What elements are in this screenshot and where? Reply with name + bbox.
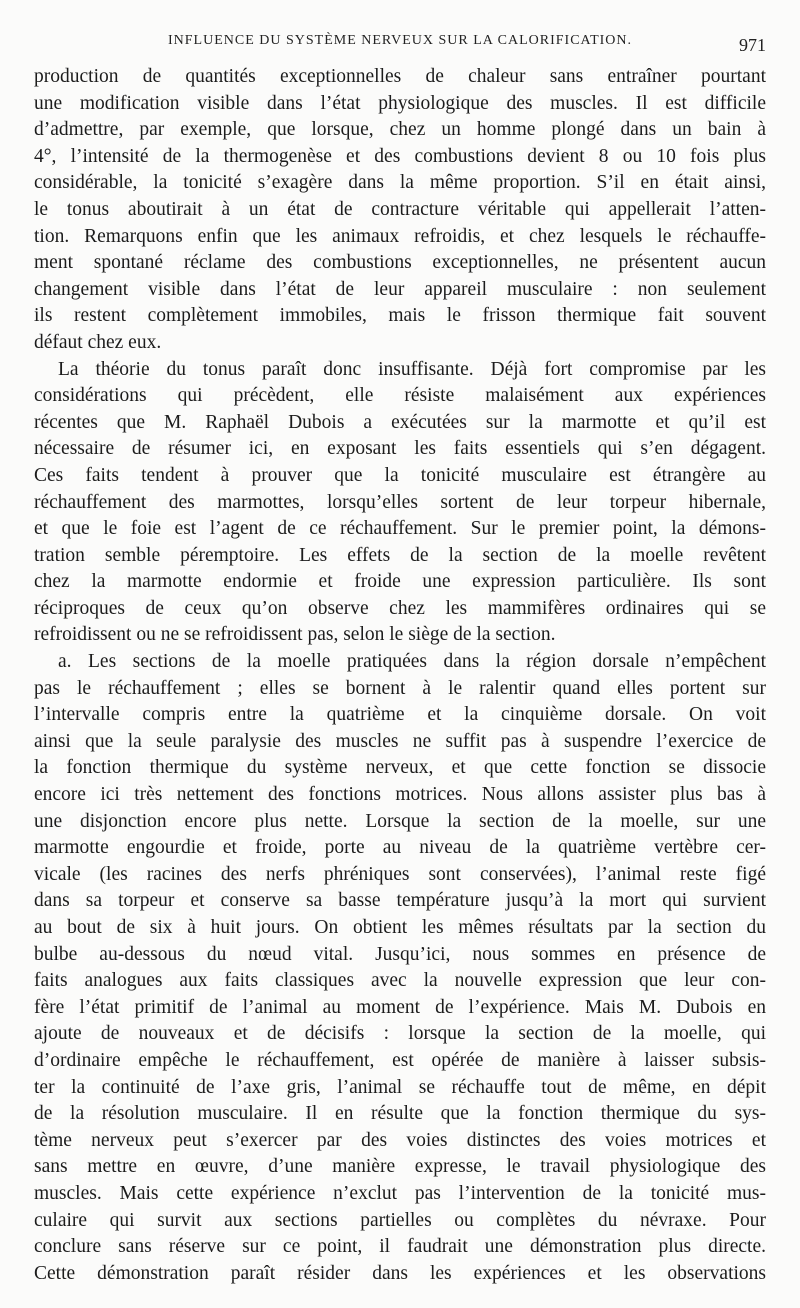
paragraph-1 <box>34 64 766 357</box>
text-line: la fonction thermique du système nerveux, et que cette fonction se dissocie <box>34 757 766 779</box>
text-line: dans sa torpeur et conserve sa basse température jusqu’à la mort qui survient <box>34 890 766 912</box>
text-line: vicale (les racines des nerfs phréniques sont conservées), l’animal reste figé <box>34 863 766 885</box>
paragraph-3 <box>34 649 766 1287</box>
text-line: fère l’état primitif de l’animal au moment de l’expérience. Mais M. Dubois en <box>34 996 766 1018</box>
text-line: encore ici très nettement des fonctions motrices. Nous allons assister plus bas à <box>34 784 766 806</box>
text-line: ment spontané réclame des combustions exceptionnelles, ne présentent aucun <box>34 252 766 274</box>
text-line: ter la continuité de l’axe gris, l’animal se réchauffe tout de même, en dépit <box>34 1076 766 1098</box>
text-line: Cette démonstration paraît résider dans les expériences et les observations <box>34 1262 766 1284</box>
text-line: nécessaire de résumer ici, en exposant les faits essentiels qui s’en dégagent. <box>34 438 766 460</box>
text-line: Ces faits tendent à prouver que la tonicité musculaire est étrangère au <box>34 464 766 486</box>
text-line: culaire qui survit aux sections partielles ou complètes du névraxe. Pour <box>34 1209 766 1231</box>
text-line: de la résolution musculaire. Il en résulte que la fonction thermique du sys- <box>34 1103 766 1125</box>
text-line: pas le réchauffement ; elles se bornent à le ralentir quand elles portent sur <box>34 677 766 699</box>
text-line: considérations qui précèdent, elle résiste malaisément aux expériences <box>34 385 766 407</box>
text-line: l’intervalle compris entre la quatrième et la cinquième dorsale. On voit <box>34 704 766 726</box>
text-line: muscles. Mais cette expérience n’exclut pas l’intervention de la tonicité mus- <box>34 1182 766 1204</box>
text-line: récentes que M. Raphaël Dubois a exécutées sur la marmotte et qu’il est <box>34 411 766 433</box>
text-line: ainsi que la seule paralysie des muscles ne suffit pas à suspendre l’exercice de <box>34 730 766 752</box>
text-line: tème nerveux peut s’exercer par des voies distinctes des voies motrices et <box>34 1129 766 1151</box>
text-line: réciproques de ceux qu’on observe chez les mammifères ordinaires qui se <box>34 597 766 619</box>
text-line: défaut chez eux. <box>34 331 162 353</box>
text-line: considérable, la tonicité s’exagère dans la même proportion. S’il en était ainsi, <box>34 172 766 194</box>
text-line: d’ordinaire empêche le réchauffement, est opérée de manière à laisser subsis- <box>34 1049 766 1071</box>
text-line: réchauffement des marmottes, lorsqu’elles sortent de leur torpeur hibernale, <box>34 491 766 513</box>
text-line: conclure sans réserve sur ce point, il faudrait une démonstration plus directe. <box>34 1236 766 1258</box>
text-line: une modification visible dans l’état physiologique des muscles. Il est difficile <box>34 92 766 114</box>
text-line: refroidissent ou ne se refroidissent pas, selon le siège de la section. <box>34 624 556 646</box>
text-line: production de quantités exceptionnelles de chaleur sans entraîner pourtant <box>34 66 766 87</box>
text-line: a. Les sections de la moelle pratiquées dans la région dorsale n’empêchent <box>58 651 766 673</box>
text-line: tion. Remarquons enfin que les animaux refroidis, et chez lesquels le réchauffe- <box>34 225 766 247</box>
text-line: changement visible dans l’état de leur appareil musculaire : non seulement <box>34 278 766 300</box>
page-number: 971 <box>739 35 766 55</box>
text-line: ajoute de nouveaux et de décisifs : lorsque la section de la moelle, qui <box>34 1023 766 1045</box>
text-line: une disjonction encore plus nette. Lorsque la section de la moelle, sur une <box>34 810 766 832</box>
text-line: marmotte engourdie et froide, porte au niveau de la quatrième vertèbre cer- <box>34 837 766 859</box>
text-line: faits analogues aux faits classiques avec la nouvelle expression que leur con- <box>34 970 766 992</box>
text-line: 4°, l’intensité de la thermogenèse et des combustions devient 8 ou 10 fois plus <box>34 145 766 167</box>
text-line: tration semble péremptoire. Les effets de la section de la moelle revêtent <box>34 544 766 566</box>
text-line: chez la marmotte endormie et froide une expression particulière. Ils sont <box>34 571 766 593</box>
running-head <box>34 33 766 55</box>
text-line: bulbe au-dessous du nœud vital. Jusqu’ici, nous sommes en présence de <box>34 943 766 965</box>
text-line: La théorie du tonus paraît donc insuffisante. Déjà fort compromise par les <box>58 358 766 380</box>
running-title: INFLUENCE DU SYSTÈME NERVEUX SUR LA CALORIFICATION. <box>167 33 633 48</box>
text-line: le tonus aboutirait à un état de contracture véritable qui appellerait l’atten- <box>34 198 766 220</box>
text-line: ils restent complètement immobiles, mais le frisson thermique fait souvent <box>34 305 766 327</box>
text-line: d’admettre, par exemple, que lorsque, chez un homme plongé dans un bain à <box>34 119 766 141</box>
paragraph-2 <box>34 357 766 650</box>
text-line: et que le foie est l’agent de ce réchauffement. Sur le premier point, la démons- <box>34 518 766 540</box>
body-text <box>34 64 766 1287</box>
text-line: au bout de six à huit jours. On obtient les mêmes résultats par la section du <box>34 917 766 938</box>
text-line: sans mettre en œuvre, d’une manière expresse, le travail physiologique des <box>34 1156 766 1178</box>
